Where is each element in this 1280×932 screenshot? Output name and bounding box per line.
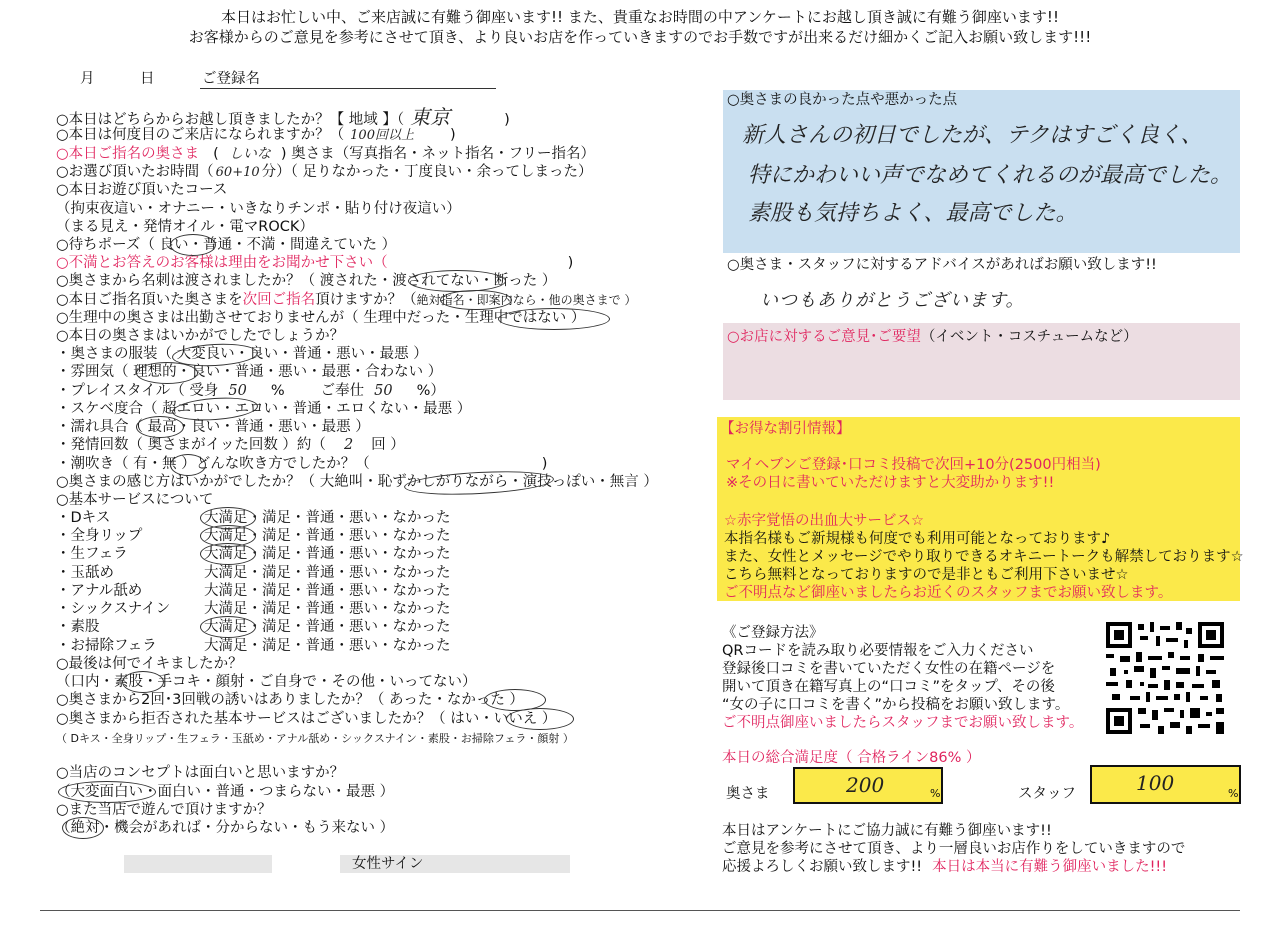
item-climax-count: ・発情回数（ 奥さまがイッた回数 ）約（ 2 回 ） — [56, 437, 405, 453]
service-name: ・シックスナイン — [56, 601, 171, 617]
mark-circle — [58, 781, 156, 803]
mark-circle — [170, 234, 216, 256]
good-bad-text-3: 素股も気持ちよく、最高でした。 — [748, 201, 1078, 226]
q-how-was-wife: ○本日の奥さまはいかがでしたでしょうか？ — [56, 328, 345, 344]
okusama-score-unit: % — [930, 787, 941, 800]
registration-red-note: ご不明点御座いましたらスタッフまでお願い致します。 — [722, 715, 1084, 731]
service-name: ・玉舐め — [56, 565, 114, 581]
mark-circle — [136, 416, 184, 438]
q-time: ○お選び頂いたお時間（ 60+10 分）（ 足りなかった・丁度良い・余ってしまった） — [56, 164, 593, 180]
service-name: ・お掃除フェラ — [56, 638, 157, 654]
request-title: ○お店に対するご意見･ご要望（イベント・コスチュームなど） — [727, 329, 1138, 345]
header-line-1: 本日はお忙しい中、ご来店誠に有難う御座います!! また、貴重なお時間の中アンケートにお越し頂き誠に有難う御座います!! — [221, 8, 1059, 26]
item-atmosphere: ・雰囲気（ 理想的・良い・普通・悪い・最悪・合わない ） — [56, 364, 443, 380]
registration-line-1: QRコードを読み取り必要情報をご入力ください — [722, 643, 1034, 659]
finish-options: （口内・素股・手コキ・顔射・ご自身で・その他・いってない） — [56, 674, 477, 690]
registration-line-2: 登録後口コミを書いていただく女性の在籍ページを — [722, 661, 1056, 677]
course-options-a: （拘束夜這い・オナニー・いきなりチンポ・貼り付け夜這い） — [56, 201, 461, 217]
mark-circle — [408, 270, 506, 292]
service-name: ・アナル舐め — [56, 583, 143, 599]
return-options: （絶対・機会があれば・分からない・もう来ない ） — [56, 820, 395, 836]
service-scale: 大満足・満足・普通・悪い・なかった — [204, 565, 451, 581]
refused-service-options: （ Dキス・全身リップ・生フェラ・玉舐め・アナル舐め・シックスナイン・素股・お掃除フェラ・顔射 ） — [56, 732, 574, 745]
day-label: 日 — [140, 71, 155, 87]
staff-score-value: 100 — [1136, 771, 1175, 795]
item-wetness: ・濡れ具合（ 最高・良い・普通・悪い・最悪 ） — [56, 419, 370, 435]
service-scale: 大満足・満足・普通・悪い・なかった — [204, 583, 451, 599]
discount-line-2: ※その日に書いていただけますと大変助かります!! — [726, 475, 1055, 491]
concept-options: （大変面白い・面白い・普通・つまらない・最悪 ） — [56, 784, 395, 800]
thanks-line-2: ご意見を参考にさせて頂き、より一層良いお店作りをしていきますので — [722, 841, 1186, 857]
signature-label: 女性サイン — [352, 856, 424, 872]
q-next-nomination: ○本日ご指名頂いた奥さまを次回ご指名頂けますか？（絶対指名・即案内なら・他の奥さまで ） — [56, 292, 637, 308]
registration-title: 《ご登録方法》 — [722, 625, 824, 641]
service-name: ・Dキス — [56, 510, 111, 526]
good-bad-text-1: 新人さんの初日でしたが、テクはすごく良く、 — [742, 123, 1203, 148]
month-label: 月 — [80, 71, 95, 87]
service-scale: 大満足・満足・普通・悪い・なかった — [204, 638, 451, 654]
service-scale: 大満足・満足・普通・悪い・なかった — [204, 601, 451, 617]
mark-circle — [506, 708, 574, 730]
advice-text: いつもありがとうございます。 — [760, 290, 1025, 311]
q-reaction: ○奥さまの感じ方はいかがでしたか？（ 大絶叫・恥ずかしがりながら・演技っぽい・無言 ） — [56, 474, 658, 490]
service-line-1: 本指名様もご新規様も何度でも利用可能となっております♪ — [724, 531, 1111, 547]
q-return-visit: ○また当店で遊んで頂けますか？ — [56, 802, 272, 818]
registration-line-4: “女の子に口コミを書く”から投稿をお願い致します。 — [722, 697, 1070, 713]
mark-circle — [200, 543, 256, 565]
q-region: ○本日はどちらからお越し頂きましたか？【 地域 】（ 東京 ) — [56, 105, 510, 129]
course-options-b: （まる見え・発情オイル・電マROCK） — [56, 219, 314, 235]
q-business-card: ○奥さまから名刺は渡されましたか？（ 渡された・渡されてない・断った ） — [56, 273, 557, 289]
q-course: ○本日お遊び頂いたコース — [56, 182, 228, 198]
service-title: ☆赤字覚悟の出血大サービス☆ — [724, 513, 924, 529]
discount-title: 【お得な割引情報】 — [720, 421, 851, 437]
q-nominated-wife: ○本日ご指名の奥さま ( しいな ) 奥さま（写真指名・ネット指名・フリー指名） — [56, 146, 596, 162]
item-lewdness: ・スケベ度合（ 超エロい・エロい・普通・エロくない・最悪 ） — [56, 401, 472, 417]
service-line-3: こちら無料となっておりますので是非ともご利用下さいませ☆ — [724, 567, 1129, 583]
staff-score-unit: % — [1228, 787, 1239, 800]
mark-circle — [136, 362, 198, 384]
q-basic-services: ○基本サービスについて — [56, 492, 214, 508]
registration-line-3: 開いて頂き在籍写真上の“口コミ”をタップ、その後 — [722, 679, 1055, 695]
service-red-note: ご不明点など御座いましたらお近くのスタッフまでお願い致します。 — [724, 585, 1173, 601]
mark-circle — [122, 671, 164, 693]
q-refused-service: ○奥さまから拒否された基本サービスはございましたか？（ はい・いいえ ） — [56, 711, 557, 727]
service-scale: 大満足・満足・普通・悪い・なかった — [204, 546, 451, 562]
mark-circle — [498, 308, 610, 330]
score-title: 本日の総合満足度（ 合格ライン86% ） — [722, 750, 981, 766]
q-visit-count: ○本日は何度目のご来店になられますか？（ 100回以上 ) — [56, 127, 456, 143]
okusama-score-label: 奥さま — [726, 786, 770, 802]
discount-line-1: マイヘブンご登録･口コミ投稿で次回+10分(2500円相当) — [726, 457, 1101, 473]
name-underline — [200, 88, 496, 89]
item-squirt: ・潮吹き（ 有・無 ）どんな吹き方でしたか？（ ) — [56, 456, 548, 472]
service-name: ・素股 — [56, 619, 100, 635]
item-playstyle: ・プレイスタイル（ 受身 50 % ご奉仕 50 %） — [56, 383, 445, 399]
service-scale: 大満足・満足・普通・悪い・なかった — [204, 528, 451, 544]
okusama-score-value: 200 — [846, 773, 885, 797]
mark-circle — [440, 290, 512, 310]
q-waiting-pose: ○待ちポーズ（ 良い・普通・不満・間違えていた ） — [56, 237, 397, 253]
signature-field-left — [124, 855, 272, 873]
service-name: ・全身リップ — [56, 528, 143, 544]
item-clothing: ・奥さまの服装（ 大変良い・良い・普通・悪い・最悪 ） — [56, 346, 428, 362]
service-name: ・生フェラ — [56, 546, 128, 562]
registered-name-label: ご登録名 — [202, 71, 260, 87]
staff-score-label: スタッフ — [1018, 786, 1076, 802]
service-scale: 大満足・満足・普通・悪い・なかった — [204, 619, 451, 635]
mark-circle — [62, 817, 104, 839]
q-concept: ○当店のコンセプトは面白いと思いますか？ — [56, 765, 345, 781]
thanks-line-3: 応援よろしくお願い致します!! 本日は本当に有難う御座いました!!! — [722, 859, 1168, 875]
mark-circle — [170, 454, 206, 476]
service-line-2: また、女性とメッセージでやり取りできるオキニートークも解禁しております☆ — [724, 549, 1244, 565]
good-bad-text-2: 特にかわいい声でなめてくれるのが最高でした。 — [748, 163, 1233, 188]
q-finish: ○最後は何でイキましたか？ — [56, 656, 243, 672]
bottom-divider — [40, 910, 1240, 911]
thanks-line-1: 本日はアンケートにご協力誠に有難う御座います!! — [722, 823, 1052, 839]
service-scale: 大満足・満足・普通・悪い・なかった — [204, 510, 451, 526]
good-bad-title: ○奥さまの良かった点や悪かった点 — [727, 92, 958, 108]
q-second-round: ○奥さまから2回･3回戦の誘いはありましたか？（ あった・なかった ） — [56, 692, 524, 708]
advice-title: ○奥さま・スタッフに対するアドバイスがあればお願い致します!! — [727, 257, 1157, 273]
qr-code-icon[interactable] — [1106, 622, 1224, 734]
header-line-2: お客様からのご意見を参考にさせて頂き、より良いお店を作っていきますのでお手数ですが出来るだけ細かくご記入お願い致します!!! — [188, 28, 1092, 46]
q-complaint-reason: ○不満とお答えのお客様は理由をお聞かせ下さい（ ) — [56, 255, 574, 271]
mark-circle — [200, 616, 256, 638]
q-period: ○生理中の奥さまは出勤させておりませんが（ 生理中だった・生理中ではない ） — [56, 310, 586, 326]
